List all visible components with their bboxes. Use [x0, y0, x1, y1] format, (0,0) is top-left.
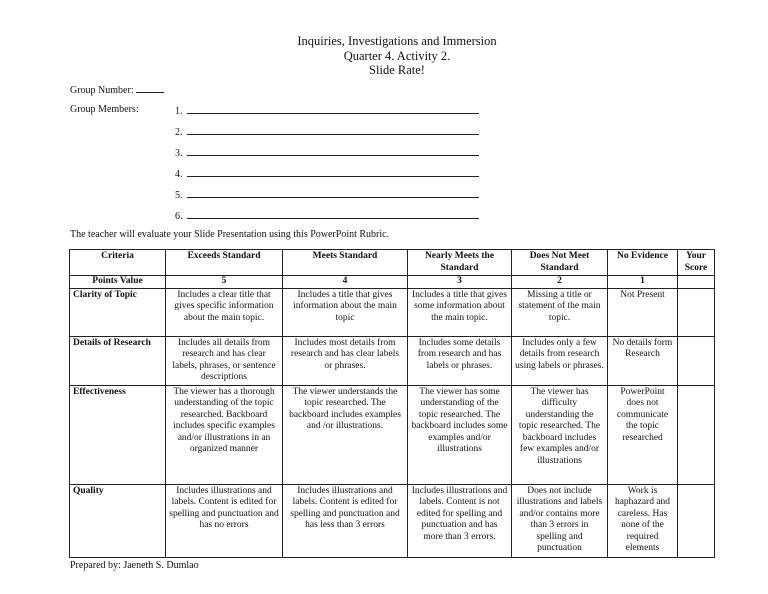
member-blank[interactable]: [187, 146, 479, 156]
rubric-cell: Includes some details from research and has labels or phrases.: [408, 336, 512, 385]
header-criteria: Criteria: [70, 250, 166, 276]
criteria-effectiveness: Effectiveness: [70, 385, 166, 484]
rubric-cell: Includes a title that gives some information about the main topic.: [408, 288, 512, 336]
score-cell[interactable]: [678, 288, 715, 336]
group-members-label: Group Members:: [70, 104, 139, 115]
rubric-header-row: [70, 250, 715, 276]
header-nearly-meets: Nearly Meets the Standard: [408, 250, 512, 276]
table-row: [70, 484, 715, 557]
points-value: 4: [283, 276, 408, 289]
member-line-4[interactable]: [175, 167, 479, 179]
rubric-table: [69, 249, 715, 558]
criteria-clarity: Clarity of Topic: [70, 288, 166, 336]
header-does-not-meet: Does Not Meet Standard: [512, 250, 608, 276]
prepared-by: Prepared by: Jaeneth S. Dumlao: [70, 560, 199, 571]
header-no-evidence: No Evidence: [608, 250, 678, 276]
member-number: 6.: [175, 211, 183, 222]
criteria-quality: Quality: [70, 484, 166, 557]
rubric-cell: Includes a title that gives information about the main topic: [283, 288, 408, 336]
rubric-cell: Includes illustrations and labels. Content is edited for spelling and punctuation and has less than 3 errors: [283, 484, 408, 557]
group-number-blank[interactable]: [136, 83, 164, 93]
rubric-cell: Includes a clear title that gives specific information about the main topic.: [166, 288, 283, 336]
score-cell[interactable]: [678, 484, 715, 557]
rubric-cell: Missing a title or statement of the main topic.: [512, 288, 608, 336]
table-row: [70, 288, 715, 336]
rubric-cell: Does not include illustrations and labels and/or contains more than 3 errors in spelling and punctuation: [512, 484, 608, 557]
member-line-3[interactable]: [175, 146, 479, 158]
member-number: 4.: [175, 169, 183, 180]
rubric-cell: Work is haphazard and careless. Has none of the required elements: [608, 484, 678, 557]
rubric-cell: Includes most details from research and has clear labels or phrases.: [283, 336, 408, 385]
header-exceeds: Exceeds Standard: [166, 250, 283, 276]
member-blank[interactable]: [187, 209, 479, 219]
points-value: 5: [166, 276, 283, 289]
group-number-label: Group Number:: [70, 85, 134, 96]
group-number-field: [70, 83, 164, 96]
points-value: 3: [408, 276, 512, 289]
rubric-cell: Includes illustrations and labels. Content is not edited for spelling and punctuation and has more than 3 errors.: [408, 484, 512, 557]
score-cell[interactable]: [678, 385, 715, 484]
criteria-details: Details of Research: [70, 336, 166, 385]
rubric-cell: The viewer has some understanding of the topic researched. The backboard includes some examples and/or illustrations: [408, 385, 512, 484]
instruction-text: The teacher will evaluate your Slide Presentation using this PowerPoint Rubric.: [70, 229, 390, 240]
member-line-1[interactable]: [175, 104, 479, 116]
member-blank[interactable]: [187, 167, 479, 177]
member-line-2[interactable]: [175, 125, 479, 137]
header-your-score: Your Score: [678, 250, 715, 276]
score-cell[interactable]: [678, 336, 715, 385]
rubric-cell: No details form Research: [608, 336, 678, 385]
rubric-cell: The viewer has difficulty understanding the topic researched. The backboard includes few examples and/or illustrations: [512, 385, 608, 484]
title-line-2: Quarter 4. Activity 2.: [343, 48, 451, 63]
member-blank[interactable]: [187, 104, 479, 114]
points-label: Points Value: [70, 276, 166, 289]
rubric-cell: The viewer understands the topic researched. The backboard includes examples and /or illustrations.: [283, 385, 408, 484]
rubric-cell: PowerPoint does not communicate the topic researched: [608, 385, 678, 484]
member-line-6[interactable]: [175, 209, 479, 221]
points-value: 2: [512, 276, 608, 289]
member-blank[interactable]: [187, 125, 479, 135]
table-row: [70, 385, 715, 484]
header-meets: Meets Standard: [283, 250, 408, 276]
title-line-1: Inquiries, Investigations and Immersion: [297, 34, 497, 48]
table-row: [70, 336, 715, 385]
member-number: 3.: [175, 148, 183, 159]
rubric-cell: Includes only a few details from research using labels or phrases.: [512, 336, 608, 385]
rubric-cell: Not Present: [608, 288, 678, 336]
rubric-cell: Includes illustrations and labels. Content is edited for spelling and punctuation and has no errors: [166, 484, 283, 557]
member-blank[interactable]: [187, 188, 479, 198]
member-line-5[interactable]: [175, 188, 479, 200]
points-value: 1: [608, 276, 678, 289]
member-number: 5.: [175, 190, 183, 201]
member-number: 2.: [175, 127, 183, 138]
rubric-cell: Includes all details from research and has clear labels, phrases, or sentence descriptions: [166, 336, 283, 385]
document-title: [0, 34, 768, 78]
rubric-cell: The viewer has a thorough understanding of the topic researched. Backboard includes specific examples and/or illustrations in an organized manner: [166, 385, 283, 484]
title-line-3: Slide Rate!: [369, 63, 425, 77]
points-row: [70, 276, 715, 289]
points-score-cell[interactable]: [678, 276, 715, 289]
member-number: 1.: [175, 106, 183, 117]
